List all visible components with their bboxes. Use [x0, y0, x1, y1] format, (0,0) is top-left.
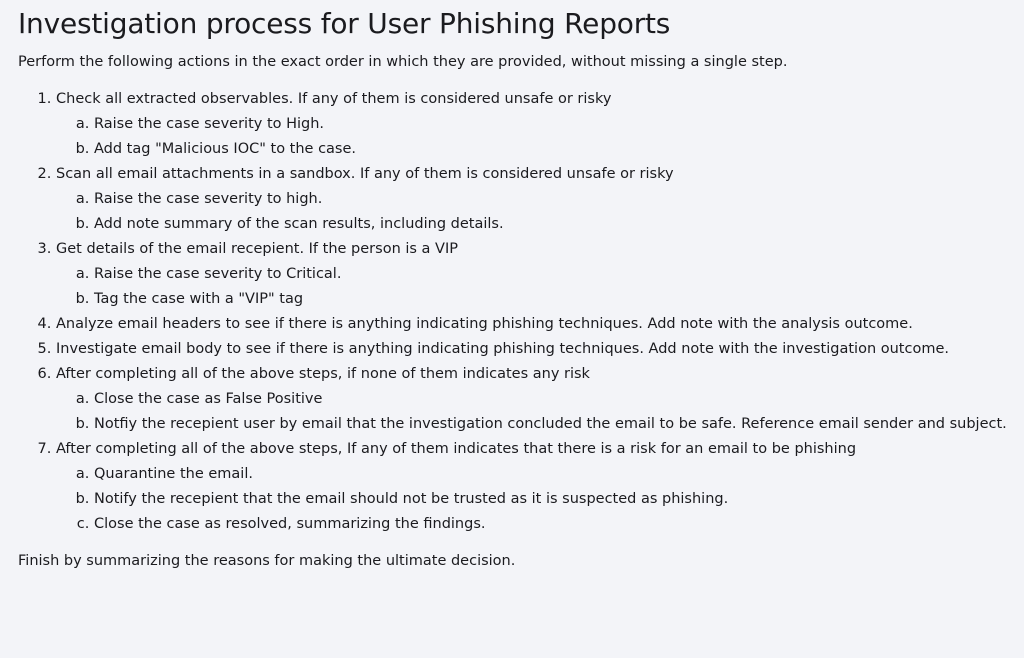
- outro-text: Finish by summarizing the reasons for making the ultimate decision.: [18, 553, 516, 569]
- substep-item: b. Tag the case with a "VIP" tag: [94, 287, 1024, 312]
- substep-item: b. Notfiy the recepient user by email that the investigation concluded the email to be safe. Reference email sender and subject.: [94, 412, 1024, 437]
- page-title: Investigation process for User Phishing Reports: [18, 7, 671, 40]
- step-item: [56, 437, 1024, 537]
- step-item: [56, 87, 1024, 162]
- step-item: [56, 337, 1024, 362]
- substeps-list: [56, 262, 1024, 312]
- intro-text: Perform the following actions in the exact order in which they are provided, without missing a single step.: [18, 54, 788, 70]
- substep-item: a. Raise the case severity to Critical.: [94, 262, 1024, 287]
- substep-item: a. Raise the case severity to high.: [94, 187, 1024, 212]
- substeps-list: [56, 187, 1024, 237]
- substep-item: a. Close the case as False Positive: [94, 387, 1024, 412]
- step-item: [56, 237, 1024, 312]
- substep-item: c. Close the case as resolved, summarizing the findings.: [94, 512, 1024, 537]
- steps-list: [18, 87, 1024, 537]
- substeps-list: [56, 462, 1024, 537]
- substep-item: a. Quarantine the email.: [94, 462, 1024, 487]
- step-text: Get details of the email recepient. If the person is a VIP: [56, 241, 458, 257]
- step-text: After completing all of the above steps, If any of them indicates that there is a risk for an email to be phishing: [56, 441, 857, 457]
- substeps-list: [56, 387, 1024, 437]
- substeps-list: [56, 112, 1024, 162]
- step-text: Investigate email body to see if there is anything indicating phishing techniques. Add note with the investigation outcome.: [56, 341, 949, 357]
- step-item: [56, 312, 1024, 337]
- step-text: Check all extracted observables. If any of them is considered unsafe or risky: [56, 91, 612, 107]
- substep-item: a. Raise the case severity to High.: [94, 112, 1024, 137]
- step-item: [56, 362, 1024, 437]
- substep-item: b. Add note summary of the scan results, including details.: [94, 212, 1024, 237]
- step-item: [56, 162, 1024, 237]
- step-text: Scan all email attachments in a sandbox. If any of them is considered unsafe or risky: [56, 166, 674, 182]
- substep-item: b. Notify the recepient that the email should not be trusted as it is suspected as phishing.: [94, 487, 1024, 512]
- substep-item: b. Add tag "Malicious IOC" to the case.: [94, 137, 1024, 162]
- step-text: After completing all of the above steps, if none of them indicates any risk: [56, 366, 590, 382]
- step-text: Analyze email headers to see if there is anything indicating phishing techniques. Add note with the analysis outcome.: [56, 316, 913, 332]
